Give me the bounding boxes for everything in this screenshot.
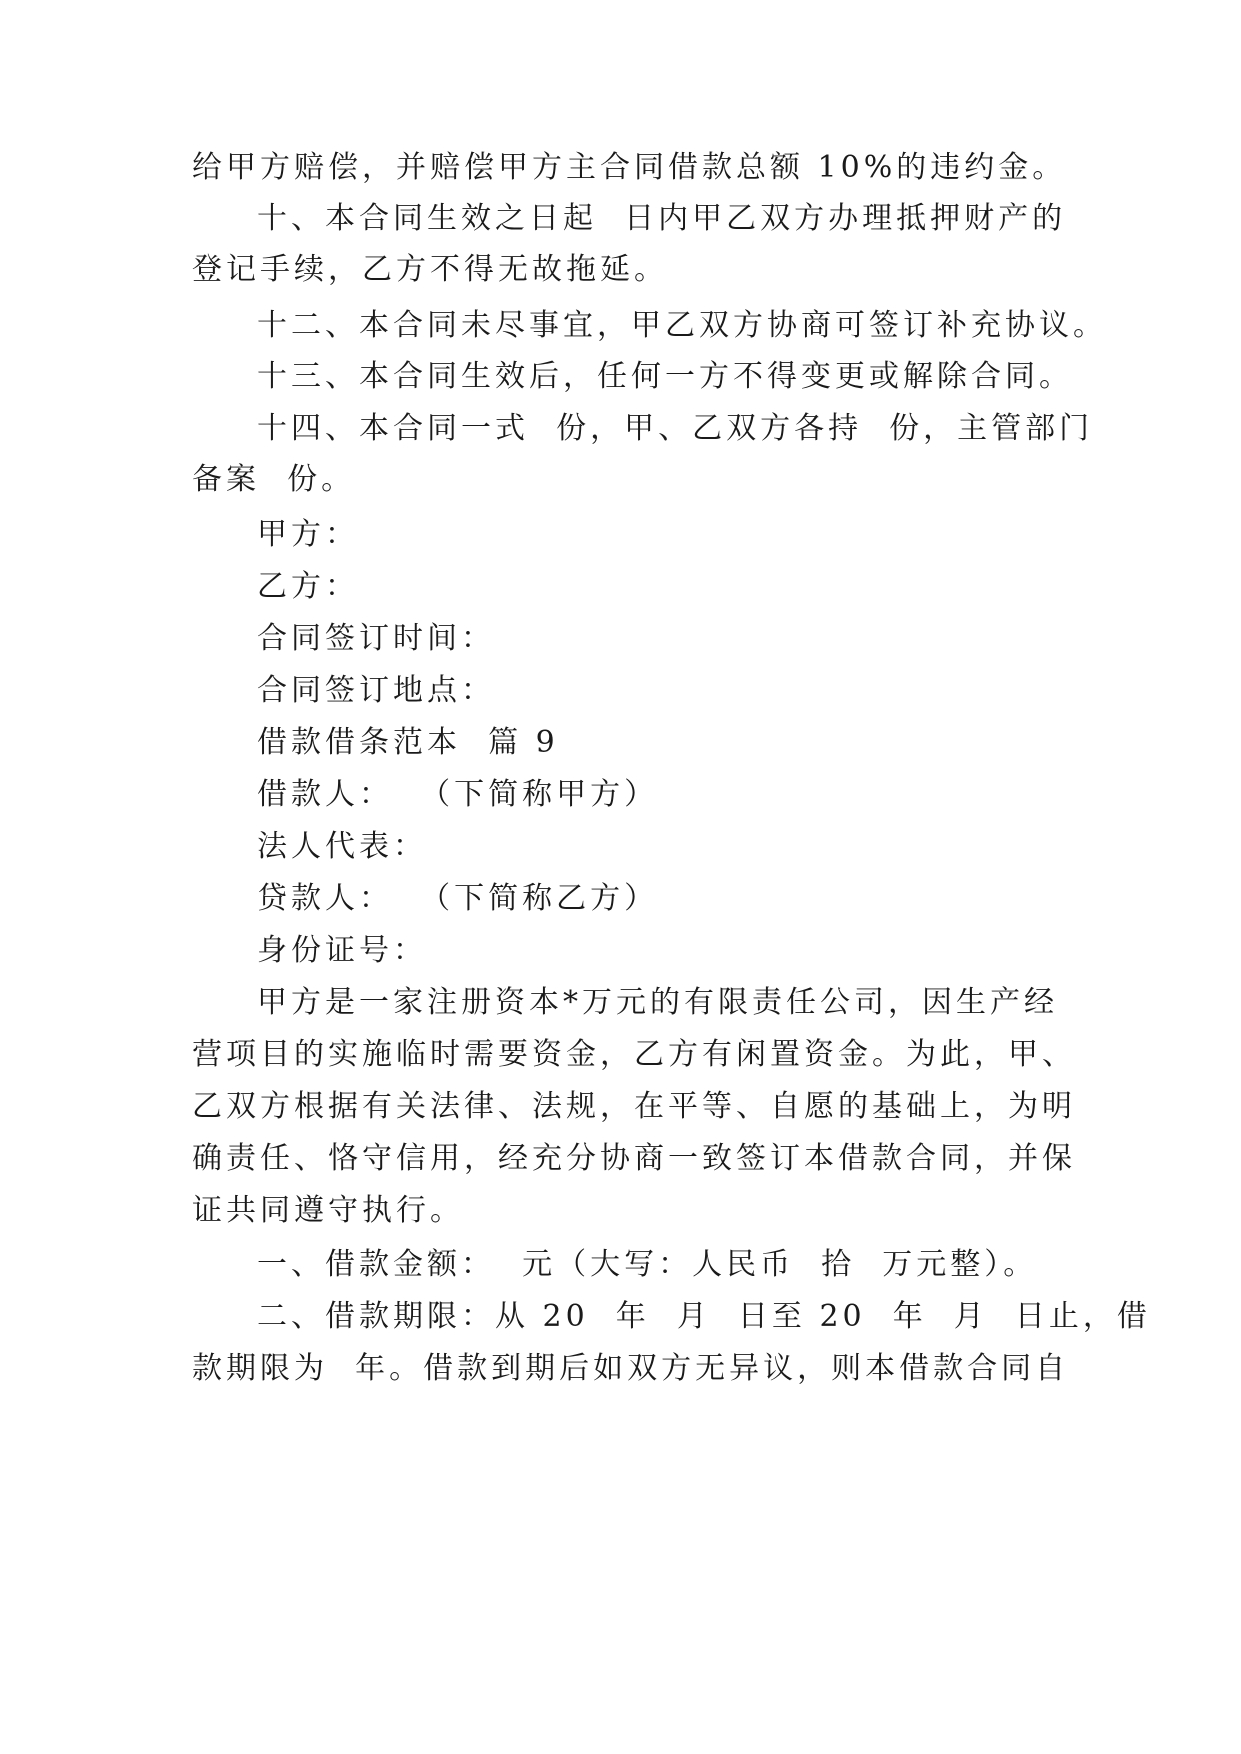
text-line-14: 法人代表： (257, 829, 427, 864)
text-line-16: 身份证号： (257, 933, 427, 968)
text-line-13: 借款人： （下简称甲方） (257, 777, 659, 812)
text-line-24: 款期限为 年。借款到期后如双方无异议，则本借款合同自 (192, 1351, 1070, 1386)
text-line-2: 十、本合同生效之日起 日内甲乙双方办理抵押财产的 (257, 201, 1067, 236)
text-line-3: 登记手续，乙方不得无故拖延。 (192, 252, 668, 287)
text-line-20: 确责任、恪守信用，经充分协商一致签订本借款合同，并保 (192, 1141, 1076, 1176)
text-line-11: 合同签订地点： (257, 673, 495, 708)
text-line-7: 备案 份。 (192, 462, 356, 497)
text-line-10: 合同签订时间： (257, 621, 495, 656)
text-line-17: 甲方是一家注册资本*万元的有限责任公司，因生产经 (257, 985, 1058, 1020)
text-line-21: 证共同遵守执行。 (192, 1193, 464, 1228)
text-line-22: 一、借款金额： 元（大写：人民币 拾 万元整）。 (257, 1247, 1038, 1282)
text-line-19: 乙双方根据有关法律、法规，在平等、自愿的基础上，为明 (192, 1089, 1076, 1124)
text-line-15: 贷款人： （下简称乙方） (257, 881, 659, 916)
text-line-1: 给甲方赔偿，并赔偿甲方主合同借款总额 10%的违约金。 (192, 150, 1067, 185)
text-line-6: 十四、本合同一式 份，甲、乙双方各持 份，主管部门 (257, 411, 1094, 446)
text-line-8: 甲方： (257, 517, 359, 552)
text-line-12: 借款借条范本 篇 9 (257, 725, 559, 760)
text-line-4: 十二、本合同未尽事宜，甲乙双方协商可签订补充协议。 (257, 308, 1107, 343)
text-line-23: 二、借款期限：从 20 年 月 日至 20 年 月 日止，借 (257, 1299, 1151, 1334)
text-line-18: 营项目的实施临时需要资金，乙方有闲置资金。为此，甲、 (192, 1037, 1076, 1072)
text-line-9: 乙方： (257, 569, 359, 604)
text-line-5: 十三、本合同生效后，任何一方不得变更或解除合同。 (257, 359, 1073, 394)
